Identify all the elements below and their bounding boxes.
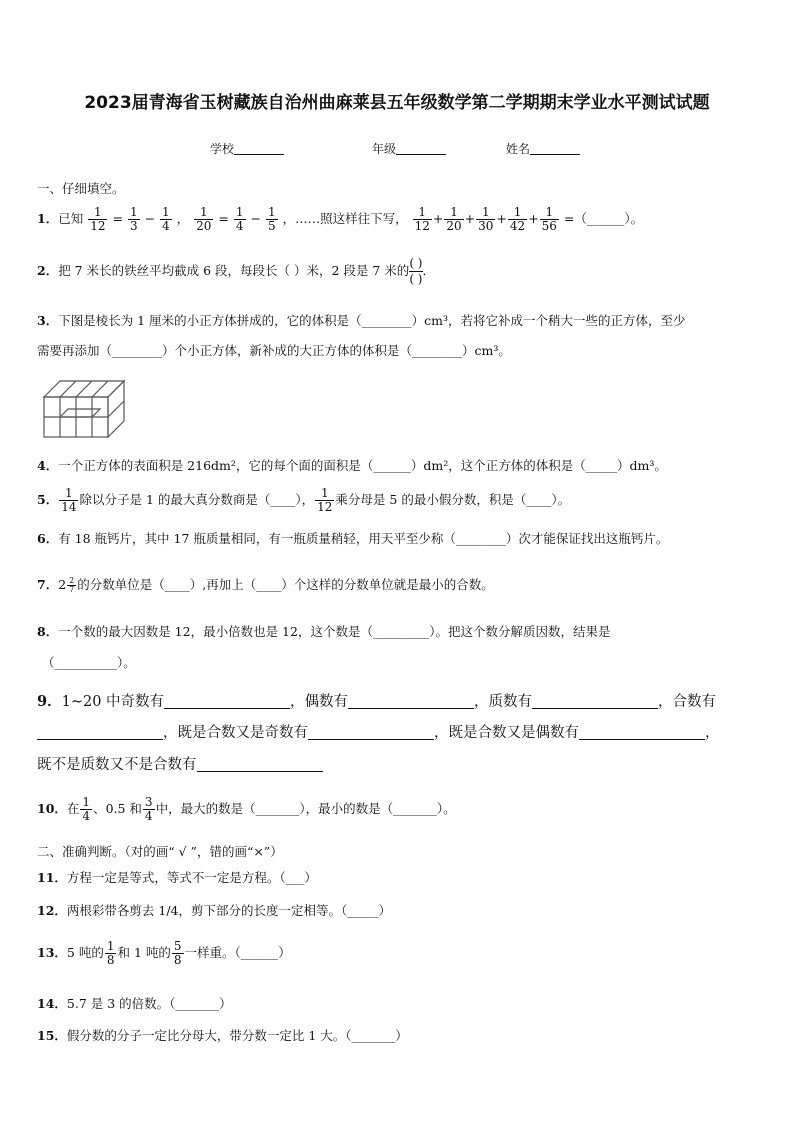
- equals-sign: =: [112, 211, 123, 226]
- cube-figure: [42, 377, 132, 441]
- name-label: 姓名: [506, 142, 531, 156]
- q10-text-b: 、0.5 和: [93, 801, 142, 816]
- plus-sign: +: [528, 211, 539, 226]
- q8-text-1: 一个数的最大因数是 12，最小倍数也是 12，这个数是（_________）。把这个数分解质因数，结果是: [58, 624, 611, 639]
- q14-text: 5.7 是 3 的倍数。（_______）: [66, 996, 232, 1011]
- mixed-whole: 2: [58, 577, 67, 592]
- question-1: [37, 206, 643, 233]
- q10-text-a: 在: [66, 801, 80, 816]
- question-10: [37, 796, 456, 823]
- fraction: $\frac{1}{3}$: [129, 205, 138, 233]
- q15-text: 假分数的分子一定比分母大，带分数一定比 1 大。（_______）: [66, 1028, 408, 1043]
- answer-blank[interactable]: =（______）。: [563, 211, 644, 226]
- fraction: $\frac{1}{5}$: [267, 205, 276, 233]
- answer-blank[interactable]: [348, 694, 474, 709]
- fraction: $\frac{1}{30}$: [478, 205, 494, 233]
- answer-blank[interactable]: [37, 725, 163, 740]
- answer-blank[interactable]: [532, 694, 658, 709]
- question-number: 12．: [37, 903, 67, 918]
- name-blank[interactable]: [530, 142, 580, 155]
- answer-blank[interactable]: [579, 725, 705, 740]
- question-4: [37, 457, 667, 475]
- fraction: $\frac{1}{4}$: [82, 795, 91, 823]
- fraction: $\frac{1}{8}$: [106, 939, 115, 967]
- q5-text-a: 除以分子是 1 的最大真分数商是（____），: [79, 492, 315, 507]
- question-15: [37, 1027, 408, 1045]
- question-8-line-1: [37, 623, 610, 641]
- answer-blank[interactable]: [197, 757, 323, 772]
- question-number: 13．: [37, 945, 67, 960]
- section-2-heading: 二、准确判断。（对的画“ √ ”，错的画“×”）: [37, 844, 283, 859]
- q10-text-c: 中，最大的数是（_______），最小的数是（_______）。: [155, 801, 456, 816]
- question-number: 10．: [37, 801, 67, 816]
- school-blank[interactable]: [234, 142, 284, 155]
- comma: ，: [176, 211, 190, 226]
- fraction: $\frac{1}{14}$: [61, 486, 77, 514]
- section-1-heading: 一、仔细填空。: [37, 181, 125, 196]
- question-8-line-2: （__________）。: [42, 655, 136, 670]
- period: ．: [422, 263, 436, 278]
- question-number: 6．: [37, 531, 59, 546]
- minus-sign: −: [144, 211, 156, 226]
- question-number: 11．: [37, 870, 67, 885]
- fraction: $\frac{1}{20}$: [446, 205, 462, 233]
- q9-text-b: ，偶数有: [290, 694, 349, 710]
- fraction: $\frac{1}{56}$: [541, 205, 557, 233]
- grade-label: 年级: [372, 142, 397, 156]
- q9-text-e: ，既是合数又是奇数有: [163, 725, 308, 741]
- q12-text: 两根彩带各剪去 1/4，剪下部分的长度一定相等。（_____）: [66, 903, 391, 918]
- question-number: 4．: [37, 458, 59, 473]
- q7-text: 的分数单位是（____）,再加上（____）个这样的分数单位就是最小的合数。: [77, 577, 494, 592]
- question-number: 5．: [37, 492, 59, 507]
- question-number: 15．: [37, 1028, 67, 1043]
- fraction: $\frac{1}{20}$: [196, 205, 212, 233]
- question-3-line-1: [37, 312, 685, 330]
- q3-text-1: 下图是棱长为 1 厘米的小正方体拼成的，它的体积是（________）cm³，若将它补成一个稍大一些的正方体，至少: [58, 313, 686, 328]
- grade-blank[interactable]: [396, 142, 446, 155]
- fraction: $\frac{1}{4}$: [162, 205, 170, 233]
- question-3-line-2: 需要再添加（________）个小正方体，新补成的大正方体的体积是（________）cm³。: [37, 343, 511, 358]
- question-9-line-1: [37, 689, 716, 715]
- question-6: [37, 530, 668, 548]
- fraction: $\frac{5}{8}$: [173, 939, 182, 967]
- question-number: 3．: [37, 313, 59, 328]
- q13-text-a: 5 吨的: [66, 945, 104, 960]
- fraction: $\frac{2}{7}$: [69, 576, 75, 594]
- q2-text: 把 7 米长的铁丝平均截成 6 段，每段长（ ）米，2 段是 7 米的: [58, 263, 410, 278]
- question-9-line-2: [37, 720, 720, 746]
- plus-sign: +: [464, 211, 476, 226]
- q5-text-b: 乘分母是 5 的最小假分数，积是（____）。: [335, 492, 571, 507]
- q13-text-c: 一样重。（______）: [184, 945, 291, 960]
- q9-text-d: ，合数有: [658, 694, 717, 710]
- fraction: $\frac{1}{12}$: [414, 205, 430, 233]
- q6-text: 有 18 瓶钙片，其中 17 瓶质量相同，有一瓶质量稍轻，用天平至少称（________）次才能保证找出这瓶钙片。: [58, 531, 669, 546]
- q11-text: 方程一定是等式，等式不一定是方程。（___）: [66, 870, 317, 885]
- question-number: 7．: [37, 577, 59, 592]
- q9-text-g: ，: [705, 725, 720, 741]
- question-2: [37, 256, 435, 287]
- question-11: [37, 869, 317, 887]
- fraction: $\frac{1}{4}$: [235, 205, 244, 233]
- q1-mid-text: ，……照这样往下写，: [282, 211, 408, 226]
- plus-sign: +: [432, 211, 444, 226]
- question-number: 2．: [37, 263, 59, 278]
- equals-sign: =: [218, 211, 229, 226]
- fraction: $\frac{3}{4}$: [144, 795, 153, 823]
- question-13: [37, 940, 291, 967]
- question-14: [37, 995, 232, 1013]
- q9-text-f: ，既是合数又是偶数有: [434, 725, 579, 741]
- minus-sign: −: [250, 211, 261, 226]
- fraction-blank[interactable]: $\frac{( )}{( )}$: [409, 256, 423, 286]
- question-number: 14．: [37, 996, 67, 1011]
- page-title: 2023届青海省玉树藏族自治州曲麻莱县五年级数学第二学期期末学业水平测试试题: [84, 93, 710, 113]
- question-7: [37, 576, 494, 594]
- question-number: 9．: [37, 693, 62, 710]
- fraction: $\frac{1}{42}$: [509, 205, 526, 233]
- question-number: 8．: [37, 624, 59, 639]
- q9-text-h: 既不是质数又不是合数有: [37, 757, 197, 773]
- answer-blank[interactable]: [308, 725, 434, 740]
- question-number: 1．: [37, 211, 59, 226]
- answer-blank[interactable]: [164, 694, 290, 709]
- school-label: 学校: [210, 142, 235, 156]
- school-field: [210, 140, 284, 157]
- q9-text-c: ，质数有: [474, 694, 533, 710]
- plus-sign: +: [496, 211, 507, 226]
- q4-text: 一个正方体的表面积是 216dm²，它的每个面的面积是（______）dm²，这个正方体的体积是（_____）dm³。: [58, 458, 667, 473]
- name-field: [506, 140, 580, 157]
- fraction: $\frac{1}{12}$: [317, 486, 333, 514]
- grade-field: [372, 140, 446, 157]
- q13-text-b: 和 1 吨的: [117, 945, 171, 960]
- question-9-line-3: [37, 752, 323, 778]
- question-12: [37, 902, 391, 920]
- q9-text-a: 1~20 中奇数有: [61, 694, 165, 710]
- question-5: [37, 487, 570, 514]
- q1-pre: 已知: [58, 211, 84, 226]
- fraction: $\frac{1}{12}$: [90, 205, 106, 233]
